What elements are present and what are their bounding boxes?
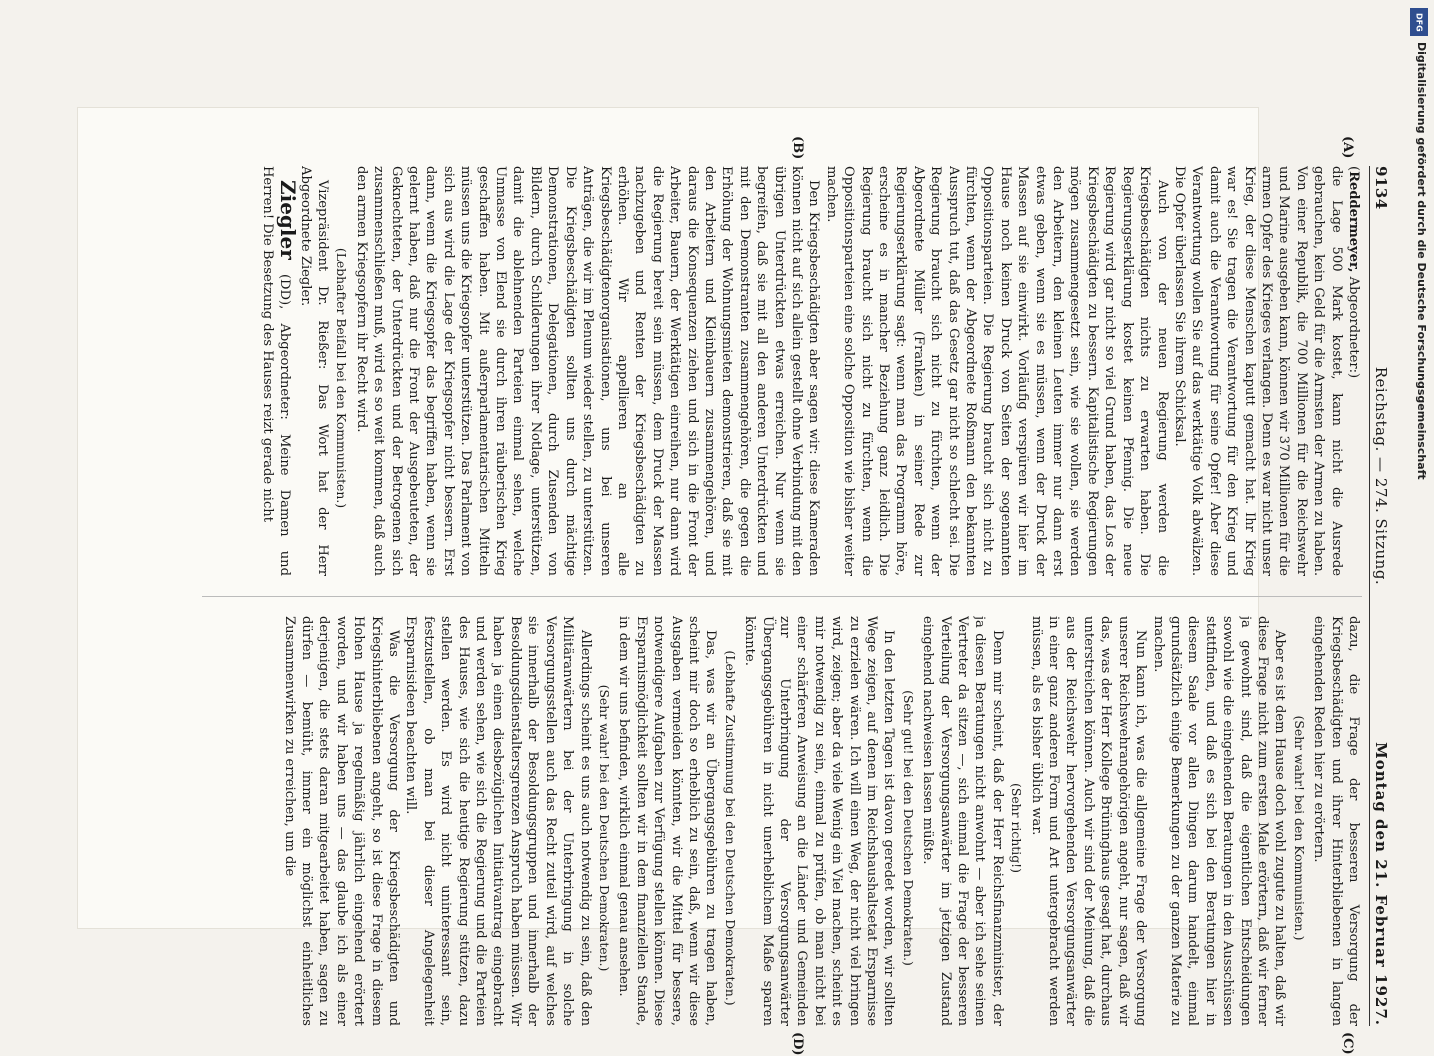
running-header (1369, 166, 1396, 1026)
speaker-line: (Reddermeyer, Abgeordneter:) (1346, 166, 1361, 379)
ziegler-line (258, 166, 301, 576)
rotated-page-content (186, 136, 1396, 1056)
speaker-name: Reddermeyer, (1346, 171, 1361, 273)
margin-marker-d: (D) (790, 1032, 805, 1056)
column-divider (202, 596, 1362, 597)
paragraph: Den Kriegsbeschädigten aber sagen wir: diese Kameraden können nicht auf sich allein gestellt ohne Verbindung mit den übrigen Unterdrückten etwas erreichen. Nur wenn sie begreifen, daß sie mit all den anderen Unterdrückten und mit den Demonstranten zusammengehören, die gegen die Erhöhung der Wohnungsmieten demonstrieren, daß sie mit den Arbeitern und Kleinbauern zusammengehören, und daraus die Konsequenzen ziehen und sich in die Front der Arbeiter, Bauern, der Werktätigen einreihen, nur dann wird die Regierung bereit sein müssen, dem Druck der Massen nachzugeben und Renten der Kriegsbeschädigten zu erhöhen. Wir appellieren an alle Kriegsbeschädigtenorganisationen, uns bei unseren Anträgen, die wir im Plenum wieder stellen, zu unterstützen. Die Kriegsbeschädigten sollten uns durch mächtige Demonstrationen, Delegationen, durch Zusenden von Bildern, durch Schilderungen ihrer Notlage, unterstützen, damit die ablehnenden Parteien einmal sehen, welche Unmasse von Elend sie durch ihren räuberischen Krieg geschaffen haben. Mit außerparlamentarischen Mitteln müssen uns die Kriegsopfer unterstützen. Das Parlament von sich aus wird die Lage der Kriegsopfer nicht bessern. Erst dann, wenn die Kriegsopfer das begriffen haben, wenn sie gelernt haben, daß nur die Front der Ausgebeuteten, der Geknechteten, der Unterdrückten und der Betrogenen sich zusammenschließen muß, wird es so weit kommen, daß auch den armen Kriegsopfern ihr Recht wird. (353, 166, 822, 576)
page-number: 9134 (1372, 166, 1391, 210)
session-date: Montag den 21. Februar 1927. (1372, 742, 1391, 1026)
paragraph: Was die Versorgung der Kriegsbeschädigten und Kriegshinterbliebenen angeht, so ist diese Frage in diesem Hohen Hause ja regelmäßig jährlich eingehend erörtert worden, und wir haben uns — das glaube ich als einer derjenigen, die stets daran mitgearbeitet haben, sagen zu dürfen — bemüht, immer ein möglichst einheitliches Zusammenwirken zu erreichen, um die (281, 616, 402, 1026)
paragraph: Allerdings scheint es uns auch notwendig zu sein, daß den Militäranwärtern bei der Unterbringung in solche Versorgungsstellen auch das Recht zuteil wird, auf welches sie innerhalb der Besoldungsgruppen und innerhalb der Besoldungsdienstaltersgrenzen Anspruch haben müssen. Wir haben ja einen diesbezüglichen Initiativantrag eingebracht und werden sehen, wie sich die Regierung und die Parteien des Hauses, wie sich die heutige Regierung stützen, dazu stellen werden. Es wird nicht uninteressant sein, festzustellen, ob man bei dieser Angelegenheit Ersparnisideen beachten will. (403, 616, 593, 1026)
interjection: (Sehr gut! bei den Deutschen Demokraten.) (900, 690, 916, 966)
paragraph: dazu, die Frage der besseren Versorgung der Kriegsbeschädigten und ihrer Hinterbliebenen in langen eingehenden Reden hier zu erörtern. (1311, 616, 1361, 1026)
margin-marker-a: (A) (1340, 136, 1355, 159)
paragraph: Aber es ist dem Hause doch wohl zugute zu halten, daß wir diese Frage nicht zum ersten Male erörtern, daß wir ferner ja gewohnt sind, daß die eigentlichen Entscheidungen sowohl wie die eingehenden Beratungen in den Ausschüssen stattfinden, und daß es sich bei den Beratungen hier in diesem Saale vor allen Dingen darum handelt, einmal grundsätzlich einige Bemerkungen zu der ganzen Materie zu machen. (1150, 616, 1288, 1026)
interjection: (Sehr wahr! bei den Kommunisten.) (1291, 715, 1307, 941)
interjection: (Lebhafter Beifall bei den Kommunisten.) (334, 247, 350, 509)
interjection: (Sehr richtig!) (1009, 783, 1025, 873)
interjection: (Lebhafte Zustimmung bei den Deutschen Demokraten.) (722, 650, 738, 1006)
interjection: (Sehr wahr! bei den Deutschen Demokraten.) (596, 684, 612, 972)
paragraph: In den letzten Tagen ist davon geredet worden, wir sollten Wege zeigen, auf denen im Reichshaushaltsetat Ersparnisse zu erzielen wären. Ich will einen Weg, der nicht viel bringen wird, zeigen; aber da viele Wenig ein Viel machen, scheint es mir notwendig zu sein, einmal zu prüfen, ob man nicht bei einer schärferen Anweisung an die Länder und Gemeinden zur Unterbringung der Versorgungsanwärter Übergangsgebühren in nicht unerheblichem Maße sparen könnte. (742, 616, 897, 1026)
paragraph: Denn mir scheint, daß der Herr Reichsfinanzminister, der ja diesen Beratungen nicht anwohnt — aber ich sehe seinen Vertreter da sitzen —, sich einmal die Frage der besseren Verteilung der Versorgungsanwärter im jetzigen Zustand eingehend nachweisen lassen müßte. (920, 616, 1005, 1026)
session-title: Reichstag. — 274. Sitzung. (1372, 366, 1391, 586)
scanned-page (78, 108, 1391, 1056)
paragraph: die Lage 500 Mark kostet, kann nicht die Ausrede gebrauchen, kein Geld für die Armsten der Armen zu haben. Von einer Republik, die 700 Millionen für die Reichswehr und Marine ausgeben kann, können wir 370 Millionen für die armen Opfer des Krieges verlangen. Denn es war nicht unser Krieg, der diese Menschen kaputt gemacht hat. Ihr Krieg war es! Sie tragen die Verantwortung für den Krieg und damit auch die Verantwortung für seine Opfer! Aber diese Verantwortung wollen Sie auf das werktätige Volk abwälzen. Die Opfer überlassen Sie ihrem Schicksal. (1171, 166, 1344, 576)
digitization-credit (1406, 42, 1430, 642)
paragraph: Das, was wir an Übergangsgebühren zu tragen haben, scheint mir doch so erheblich zu sein, daß, wenn wir diese Ausgaben vermeiden könnten, wir die Mittel für bessere, notwendigere Aufgaben zur Verfügung stellen können. Diese Ersparnismöglichkeit sollten wir in dem finanziellen Stande, in dem wir uns befinden, wirklich einmal genau ansehen. (616, 616, 719, 1026)
dfg-logo-icon: DFG (1410, 8, 1428, 36)
ziegler-text: (DD), Abgeordneter: Meine Damen und Herren! Die Besetzung des Hauses reizt gerade nicht (259, 166, 293, 576)
vice-president-line: Vizepräsident Dr. Rießer: Das Wort hat der Herr Abgeordnete Ziegler. (297, 166, 331, 576)
speaker-role: Abgeordneter: (1346, 276, 1361, 374)
right-column (202, 616, 1362, 1026)
paragraph: Nun kann ich, was die allgemeine Frage der Versorgung unserer Reichswehrangehörigen angeht, nur sagen, daß wir das, was der Herr Kollege Brüninghaus gesagt hat, durchaus unterstreichen können. Auch wir sind der Meinung, daß die aus der Reichswehr hervorgehenden Versorgungsanwärter in einer ganz anderen Form und Art untergebracht werden müssen, als es bisher üblich war. (1028, 616, 1149, 1026)
margin-marker-b: (B) (790, 136, 805, 160)
margin-marker-c: (C) (1340, 1032, 1355, 1055)
speaker-name-ziegler: Ziegler (276, 180, 301, 260)
credit-text: Digitalisierung gefördert durch die Deutsche Forschungsgemeinschaft (1415, 42, 1428, 480)
paragraph: Auch von der neuen Regierung werden die Kriegsbeschädigten nichts zu erwarten haben. Die Regierungserklärung kostet keinen Pfennig. Die neue Regierung wird gar nicht so viel Grund haben, das Los der Kriegsbeschädigten zu bessern. Kapitalistische Regierungen mögen zusammengesetzt sein, wie sie wollen, sie werden den Arbeitern, den kleinen Leuten immer nur dann erst etwas geben, wenn sie es müssen, wenn der Druck der Massen auf sie einwirkt. Vorläufig verspüren wir hier im Hause noch keinen Druck von Seiten der sogenannten Oppositionsparteien. Die Regierung braucht sich nicht zu fürchten, wenn der Abgeordnete Roßmann den bekannten Ausspruch tut, daß das Gesetz gar nicht so schlecht sei. Die Regierung braucht sich nicht zu fürchten, wenn der Abgeordnete Müller (Franken) in seiner Rede zur Regierungserklärung sagt: wenn man das Programm höre, erscheine es in mancher Beziehung ganz leidlich. Die Regierung braucht sich nicht zu fürchten, wenn die Oppositionsparteien eine solche Opposition wie bisher weiter machen. (823, 166, 1170, 576)
left-column (202, 166, 1362, 576)
